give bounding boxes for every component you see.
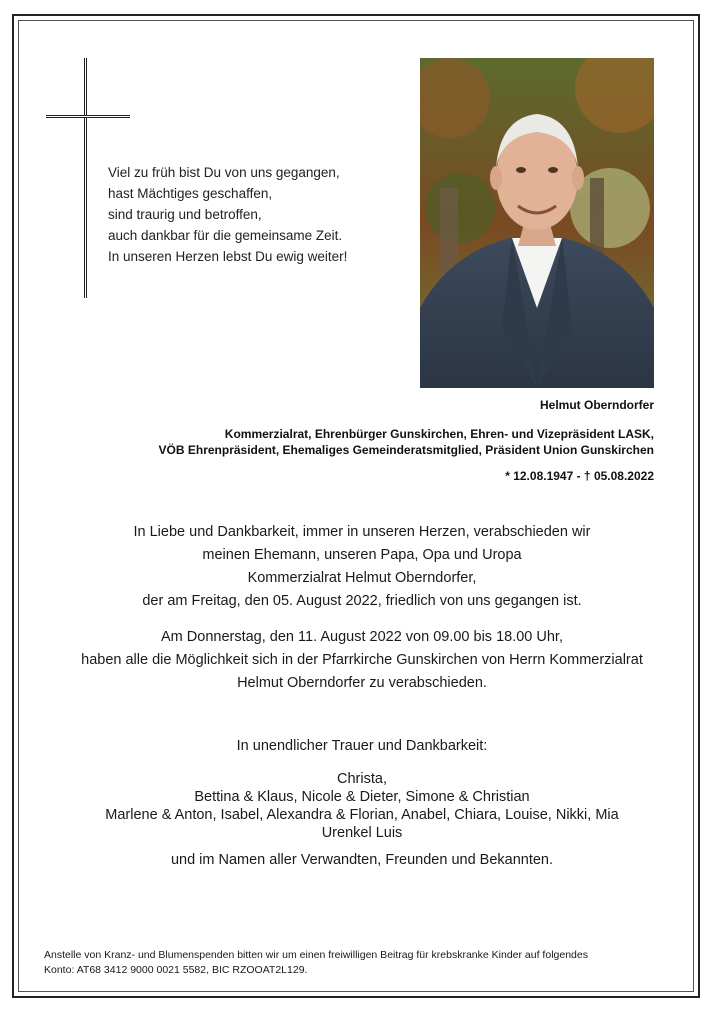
title-line: VÖB Ehrenpräsident, Ehemaliges Gemeinderatsmitglied, Präsident Union Gunskirchen (158, 443, 654, 457)
farewell-line: haben alle die Möglichkeit sich in der Pfarrkirche Gunskirchen von Herrn Kommerzialrat (81, 652, 643, 668)
family-list (30, 770, 694, 842)
announcement-line: der am Freitag, den 05. August 2022, friedlich von uns gegangen ist. (142, 593, 582, 609)
poem-line: auch dankbar für die gemeinsame Zeit. (108, 228, 343, 243)
announcement-paragraph (30, 521, 694, 613)
footer-line: Anstelle von Kranz- und Blumenspenden bitten wir um einen freiwilligen Beitrag für krebskranke Kinder auf folgendes (44, 949, 588, 961)
cross-horizontal-bar (46, 115, 130, 118)
announcement-line: meinen Ehemann, unseren Papa, Opa und Uropa (202, 547, 522, 563)
deceased-titles (159, 426, 654, 458)
title-line: Kommerzialrat, Ehrenbürger Gunskirchen, Ehren- und Vizepräsident LASK, (224, 427, 654, 441)
footer-line: Konto: AT68 3412 9000 0021 5582, BIC RZOOAT2L129. (44, 964, 308, 976)
farewell-line: Helmut Oberndorfer zu verabschieden. (237, 675, 487, 691)
deceased-name: Helmut Oberndorfer (539, 398, 654, 412)
family-line: Marlene & Anton, Isabel, Alexandra & Florian, Anabel, Chiara, Louise, Nikki, Mia (105, 807, 619, 823)
memorial-poem (108, 162, 347, 267)
poem-line: sind traurig und betroffen, (108, 207, 262, 222)
cross-vertical-bar (84, 58, 87, 298)
mourning-line: In unendlicher Trauer und Dankbarkeit: (236, 738, 488, 754)
closing-line: und im Namen aller Verwandten, Freunden und Bekannten. (170, 852, 554, 868)
donation-note (44, 948, 588, 978)
portrait-photo (420, 58, 654, 388)
farewell-paragraph (30, 626, 694, 695)
poem-line: Viel zu früh bist Du von uns gegangen, (108, 165, 340, 180)
life-dates: * 12.08.1947 - † 05.08.2022 (505, 469, 654, 483)
family-line: Urenkel Luis (321, 825, 403, 841)
poem-line: hast Mächtiges geschaffen, (108, 186, 273, 201)
family-line: Christa, (337, 771, 387, 787)
poem-line: In unseren Herzen lebst Du ewig weiter! (108, 249, 348, 264)
farewell-line: Am Donnerstag, den 11. August 2022 von 09.00 bis 18.00 Uhr, (161, 629, 563, 645)
announcement-line: In Liebe und Dankbarkeit, immer in unseren Herzen, verabschieden wir (133, 524, 591, 540)
announcement-line: Kommerzialrat Helmut Oberndorfer, (247, 570, 477, 586)
family-line: Bettina & Klaus, Nicole & Dieter, Simone & Christian (194, 789, 530, 805)
